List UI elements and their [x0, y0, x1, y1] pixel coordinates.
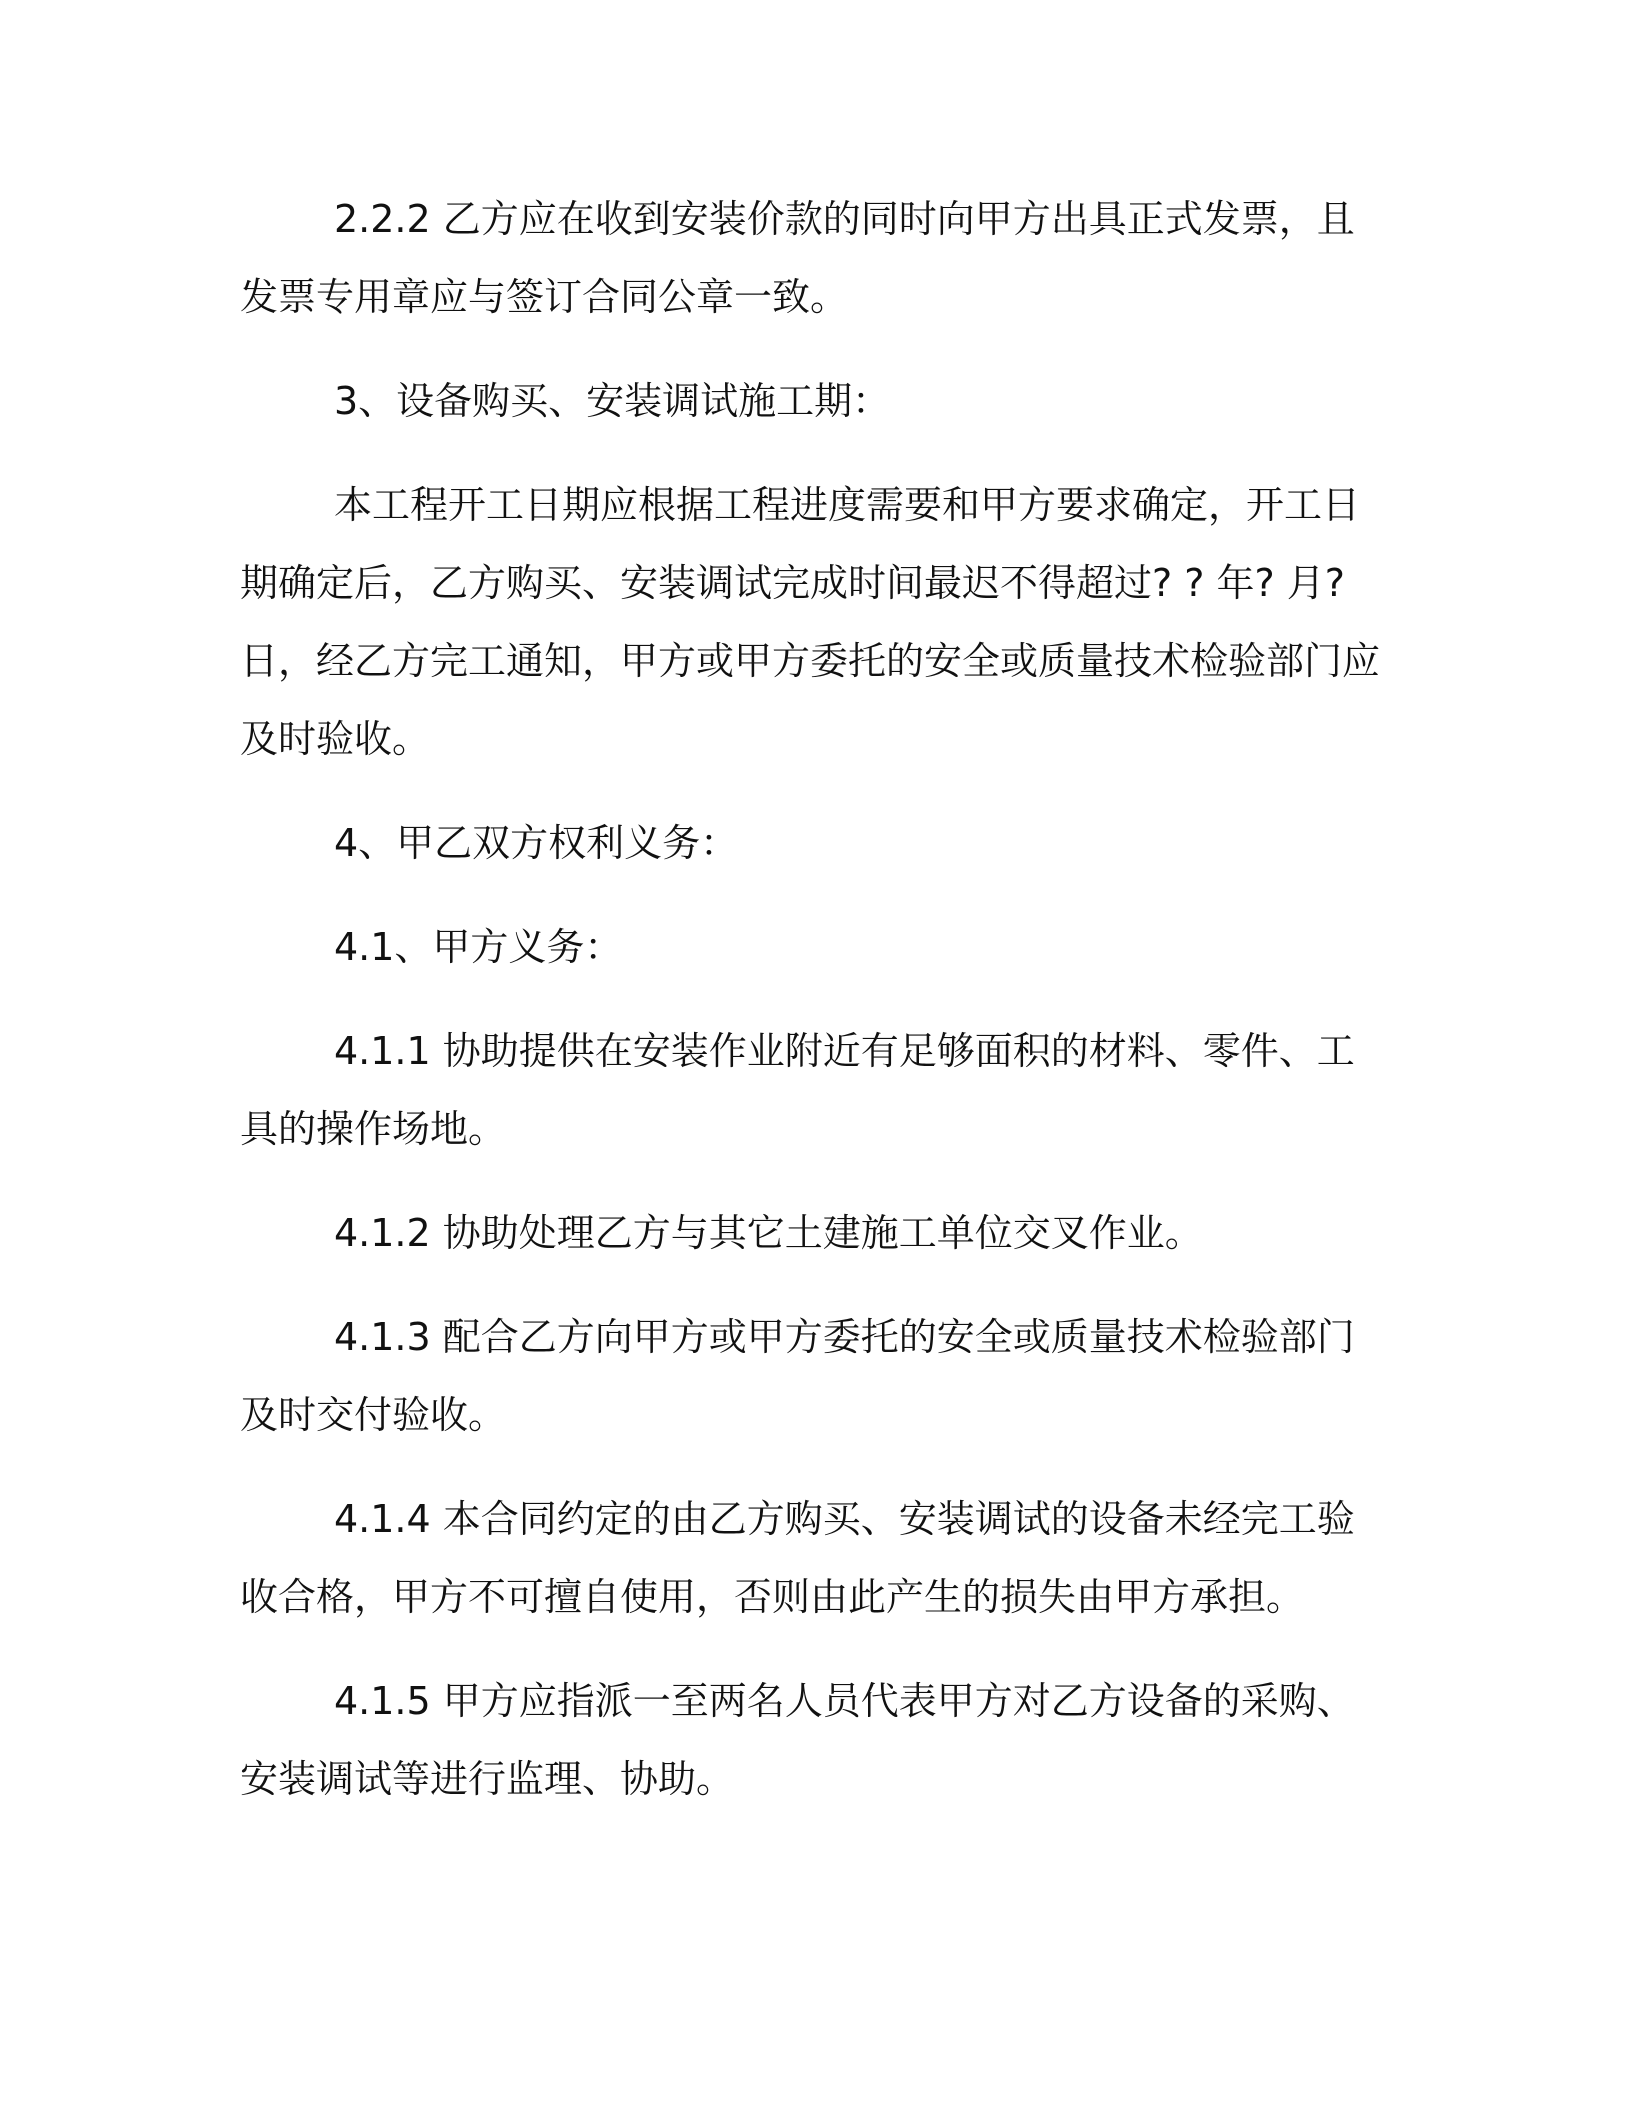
paragraph-4-1-1: 4.1.1 协助提供在安装作业附近有足够面积的材料、零件、工具的操作场地。 — [240, 1029, 1355, 1151]
paragraph-4-1-2: 4.1.2 协助处理乙方与其它土建施工单位交叉作业。 — [334, 1211, 1203, 1255]
paragraph-4-1-4: 4.1.4 本合同约定的由乙方购买、安装调试的设备未经完工验收合格，甲方不可擅自使用，否则由此产生的损失由甲方承担。 — [240, 1497, 1355, 1619]
heading-construction-period: 3、设备购买、安装调试施工期： — [334, 379, 891, 423]
heading-rights-obligations: 4、甲乙双方权利义务： — [334, 821, 739, 865]
paragraph-4-1-5: 4.1.5 甲方应指派一至两名人员代表甲方对乙方设备的采购、安装调试等进行监理、协助。 — [240, 1679, 1355, 1801]
document-body — [240, 180, 1380, 1844]
heading-party-a-obligations: 4.1、甲方义务： — [334, 925, 623, 969]
paragraph-4-1-3: 4.1.3 配合乙方向甲方或甲方委托的安全或质量技术检验部门及时交付验收。 — [240, 1315, 1355, 1437]
paragraph-start-date: 本工程开工日期应根据工程进度需要和甲方要求确定，开工日期确定后，乙方购买、安装调试完成时间最迟不得超过? ? 年? 月? 日，经乙方完工通知，甲方或甲方委托的安全或质量技术检验部门应及时验收。 — [240, 483, 1381, 761]
paragraph-invoice-clause: 2.2.2 乙方应在收到安装价款的同时向甲方出具正式发票，且发票专用章应与签订合同公章一致。 — [240, 197, 1355, 319]
